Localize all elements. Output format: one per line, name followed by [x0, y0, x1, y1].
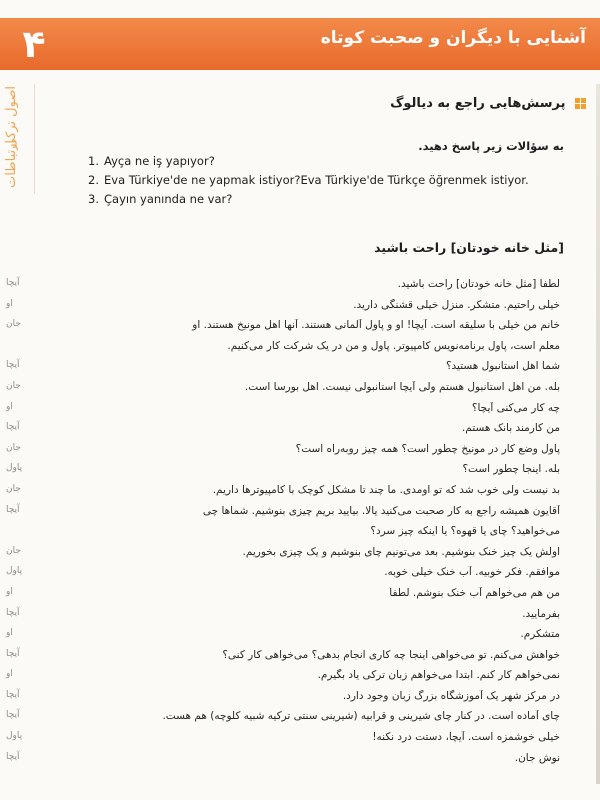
dialogue-line: پاول وضع کار در مونیخ چطور است؟ همه چیز روبه‌راه است؟ [295, 442, 560, 455]
speaker-name: جان [6, 380, 21, 391]
dialogue-row [0, 750, 600, 771]
dialogue-line: خیلی خوشمزه است. آیچا، دستت درد نکنه! [372, 731, 560, 744]
dialogue-line: بله. من اهل استانبول هستم ولی آیچا استانبولی نیست. اهل بورسا است. [244, 380, 560, 393]
speaker-name: جان [6, 545, 21, 556]
speaker-name: آیچا [6, 607, 20, 618]
question-item: 1. Ayça ne iş yapıyor? [88, 154, 215, 168]
speaker-name: آیچا [6, 422, 20, 433]
section-title: پرسش‌هایی راجع به دیالوگ [390, 96, 566, 111]
speaker-name: او [6, 628, 13, 639]
question-list [88, 152, 529, 209]
side-label: اصول ترکی [4, 86, 19, 149]
dialogue-row [0, 647, 600, 668]
dialogue-row [0, 503, 600, 524]
side-label: ارتباطات [4, 140, 19, 188]
speaker-name: پاول [6, 566, 23, 577]
speaker-name: جان [6, 319, 21, 330]
speaker-name: جان [6, 483, 21, 494]
dialogue-row [0, 708, 600, 729]
dialogue-line: چای آماده است. در کنار چای شیرینی و قرابیه (شیرینی سنتی ترکیه شبیه کلوچه) هم هست. [162, 710, 560, 723]
dialogue-line: من کارمند بانک هستم. [461, 422, 560, 435]
chapter-title: آشنایی با دیگران و صحبت کوتاه [320, 28, 586, 48]
speaker-name: او [6, 298, 13, 309]
dialogue-row [0, 420, 600, 441]
dialogue-row [0, 297, 600, 318]
speaker-name: آیچا [6, 751, 20, 762]
speaker-name: آیچا [6, 648, 20, 659]
dialogue-row [0, 564, 600, 585]
speaker-name: جان [6, 442, 21, 453]
dialogue-row [0, 400, 600, 421]
dialogue-row [0, 544, 600, 565]
dialogue-row [0, 482, 600, 503]
dialogue-row [0, 317, 600, 338]
question-item: 3. Çayın yanında ne var? [88, 192, 233, 206]
dialogue-line: بفرمایید. [522, 607, 560, 620]
dialogue-row [0, 688, 600, 709]
dialogue-row [0, 667, 600, 688]
section-heading [390, 96, 586, 111]
dialogue-row [0, 379, 600, 400]
speaker-name: او [6, 669, 13, 680]
dialogue-line: بله. اینجا چطور است؟ [462, 463, 560, 476]
dialogue-line: خواهش می‌کنم. تو می‌خواهی اینجا چه کاری انجام بدهی؟ می‌خواهی کار کنی؟ [222, 648, 560, 661]
dialogue-title: [مثل خانه خودتان] راحت باشید [374, 240, 564, 255]
speaker-name: آیچا [6, 689, 20, 700]
dialogue-row [0, 626, 600, 647]
speaker-name: او [6, 401, 13, 412]
dialogue-line: خیلی راحتیم. متشکر. منزل خیلی قشنگی دارید. [353, 298, 560, 311]
dialogue-line: معلم است، پاول برنامه‌نویس کامپیوتر. پاول و من در یک شرکت کار می‌کنیم. [227, 339, 560, 352]
speaker-name: آیچا [6, 710, 20, 721]
dialogue-row [0, 606, 600, 627]
dialogue-line: من هم می‌خواهم آب خنک بنوشم. لطفاً [389, 586, 560, 599]
dialogue-line: شما اهل استانبول هستید؟ [445, 360, 560, 373]
speaker-name: آیچا [6, 504, 20, 515]
dialogue-row [0, 729, 600, 750]
instruction-text: به سؤالات زیر پاسخ دهید. [418, 139, 564, 153]
dialogue-line: نمی‌خواهم کار کنم. ابتدا می‌خواهم زبان ترکی یاد بگیرم. [317, 669, 560, 682]
dialogue-row [0, 358, 600, 379]
question-item: 2. Eva Türkiye'de ne yapmak istiyor?Eva Türkiye'de Türkçe öğrenmek istiyor. [88, 173, 529, 187]
dialogue-line: آقایون همیشه راجع به کار صحبت می‌کنید یالا. بیایید بریم چیزی بنوشیم. شماها چی [202, 504, 560, 517]
dialogue-row [0, 338, 600, 359]
dialogue-row [0, 585, 600, 606]
chapter-number: ۴ [22, 22, 46, 66]
bullet-squares-icon [575, 98, 586, 109]
dialogue-line: اولش یک چیز خنک بنوشیم. بعد می‌تونیم چای بنوشیم و یک چیزی بخوریم. [242, 545, 560, 558]
speaker-name: آیچا [6, 278, 20, 288]
dialogue-line: خانم من خیلی با سلیقه است. آیچا! او و پاول آلمانی هستند. آنها اهل مونیخ هستند. او [192, 319, 560, 332]
dialogue-line: موافقم. فکر خوبیه. آب خنک خیلی خوبه. [384, 566, 560, 579]
dialogue-line: بد نیست ولی خوب شد که تو اومدی. ما چند تا مشکل کوچک با کامپیوترها داریم. [212, 483, 560, 496]
dialogue-row [0, 276, 600, 297]
dialogue-line: نوش جان. [514, 751, 560, 764]
speaker-name: پاول [6, 731, 23, 742]
dialogue-line: می‌خواهید؟ چای یا قهوه؟ یا اینکه چیز سرد؟ [370, 525, 560, 538]
speaker-name: پاول [6, 463, 23, 474]
dialogue-row [0, 523, 600, 544]
speaker-name: آیچا [6, 360, 20, 371]
dialogue-line: چه کار می‌کنی آیچا؟ [471, 401, 560, 414]
dialogue-line: در مرکز شهر یک آموزشگاه بزرگ زبان وجود دارد. [342, 689, 560, 702]
chapter-header [0, 18, 600, 70]
speaker-name: او [6, 586, 13, 597]
dialogue-line: لطفاً [مثل خانه خودتان] راحت باشید. [397, 278, 560, 290]
dialogue [0, 276, 600, 770]
dialogue-line: متشکرم. [520, 628, 560, 641]
dialogue-row [0, 461, 600, 482]
dialogue-row [0, 441, 600, 462]
